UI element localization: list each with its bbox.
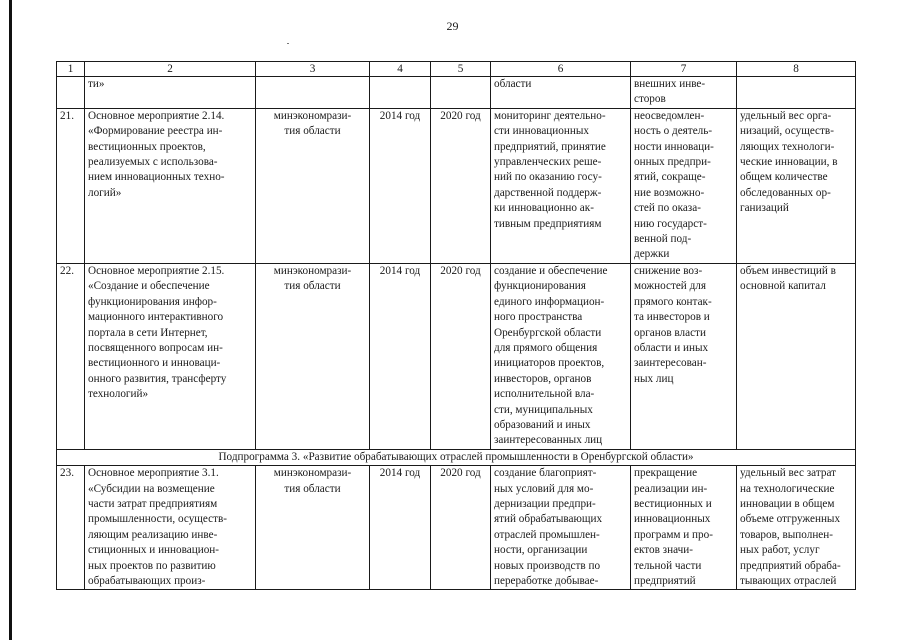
scan-speck <box>287 43 289 44</box>
executor-cell: минэкономрази- тия области <box>256 466 370 590</box>
consequence-cell: внешних инве- сторов <box>631 77 737 109</box>
expected-result-cell: мониторинг деятельно- сти инновационных предприятий, принятие управленческих реше- ний по оказанию госу- дарственной поддерж- ки инновационно ак- тивным предприятиям <box>491 108 631 263</box>
page-number: 29 <box>446 19 459 33</box>
end-year-cell: 2020 год <box>431 108 491 263</box>
table-row <box>57 466 856 590</box>
executor-cell <box>256 77 370 109</box>
indicator-cell <box>737 77 856 109</box>
end-year-cell: 2020 год <box>431 466 491 590</box>
column-number: 3 <box>256 62 370 77</box>
consequence-cell: прекращение реализации ин- вестиционных и инновационных программ и про- ектов значи- тельной части предприятий <box>631 466 737 590</box>
end-year-cell <box>431 77 491 109</box>
indicator-cell: объем инвестиций в основной капитал <box>737 263 856 449</box>
column-number: 2 <box>85 62 256 77</box>
table-row <box>57 263 856 449</box>
page-edge-line <box>9 0 12 640</box>
executor-cell: минэкономрази- тия области <box>256 108 370 263</box>
column-number: 5 <box>431 62 491 77</box>
expected-result-cell: области <box>491 77 631 109</box>
column-number: 4 <box>370 62 431 77</box>
row-number-cell: 23. <box>57 466 85 590</box>
start-year-cell: 2014 год <box>370 263 431 449</box>
row-number-cell: 21. <box>57 108 85 263</box>
end-year-cell: 2020 год <box>431 263 491 449</box>
start-year-cell <box>370 77 431 109</box>
measure-cell: ти» <box>85 77 256 109</box>
column-number: 7 <box>631 62 737 77</box>
indicator-cell: удельный вес затрат на технологические инновации в общем объеме отгруженных товаров, выполнен- ных работ, услуг предприятий обраба- тывающих отраслей <box>737 466 856 590</box>
measure-cell: Основное мероприятие 2.15. «Создание и обеспечение функционирования инфор- мационного интерактивного портала в сети Интернет, посвященного вопросам ин- вестиционного и инноваци- онного развития, трансферту технологий» <box>85 263 256 449</box>
row-number-cell: 22. <box>57 263 85 449</box>
measure-cell: Основное мероприятие 3.1. «Субсидии на возмещение части затрат предприятиям промышленности, осуществ- ляющим реализацию инве- стиционных и инновацион- ных проектов по развитию обрабатывающих произ- <box>85 466 256 590</box>
column-number-row <box>57 62 856 77</box>
program-measures-table <box>56 61 856 590</box>
table-row <box>57 77 856 109</box>
indicator-cell: удельный вес орга- низаций, осуществ- ляющих технологи- ческие инновации, в общем количестве обследованных ор- ганизаций <box>737 108 856 263</box>
consequence-cell: снижение воз- можностей для прямого контак- та инвесторов и органов власти области и иных заинтересован- ных лиц <box>631 263 737 449</box>
column-number: 6 <box>491 62 631 77</box>
subprogram-heading: Подпрограмма 3. «Развитие обрабатывающих отраслей промышленности в Оренбургской области» <box>57 449 856 465</box>
subprogram-heading-row <box>57 449 856 465</box>
measure-cell: Основное мероприятие 2.14. «Формирование реестра ин- вестиционных проектов, реализуемых с использова- нием инновационных техно- логий» <box>85 108 256 263</box>
column-number: 1 <box>57 62 85 77</box>
expected-result-cell: создание благоприят- ных условий для мо- дернизации предпри- ятий обрабатывающих отраслей промышлен- ности, организации новых производств по переработке добывае- <box>491 466 631 590</box>
column-number: 8 <box>737 62 856 77</box>
executor-cell: минэкономрази- тия области <box>256 263 370 449</box>
consequence-cell: неосведомлен- ность о деятель- ности инноваци- онных предпри- ятий, сокраще- ние возможно- стей по оказа- нию государст- венной под- держки <box>631 108 737 263</box>
row-number-cell <box>57 77 85 109</box>
start-year-cell: 2014 год <box>370 108 431 263</box>
table-row <box>57 108 856 263</box>
expected-result-cell: создание и обеспечение функционирования единого информацион- ного пространства Оренбургской области для прямого общения инициаторов проектов, инвесторов, органов исполнительной вла- сти, муниципальных образований и иных заинтересованных лиц <box>491 263 631 449</box>
start-year-cell: 2014 год <box>370 466 431 590</box>
